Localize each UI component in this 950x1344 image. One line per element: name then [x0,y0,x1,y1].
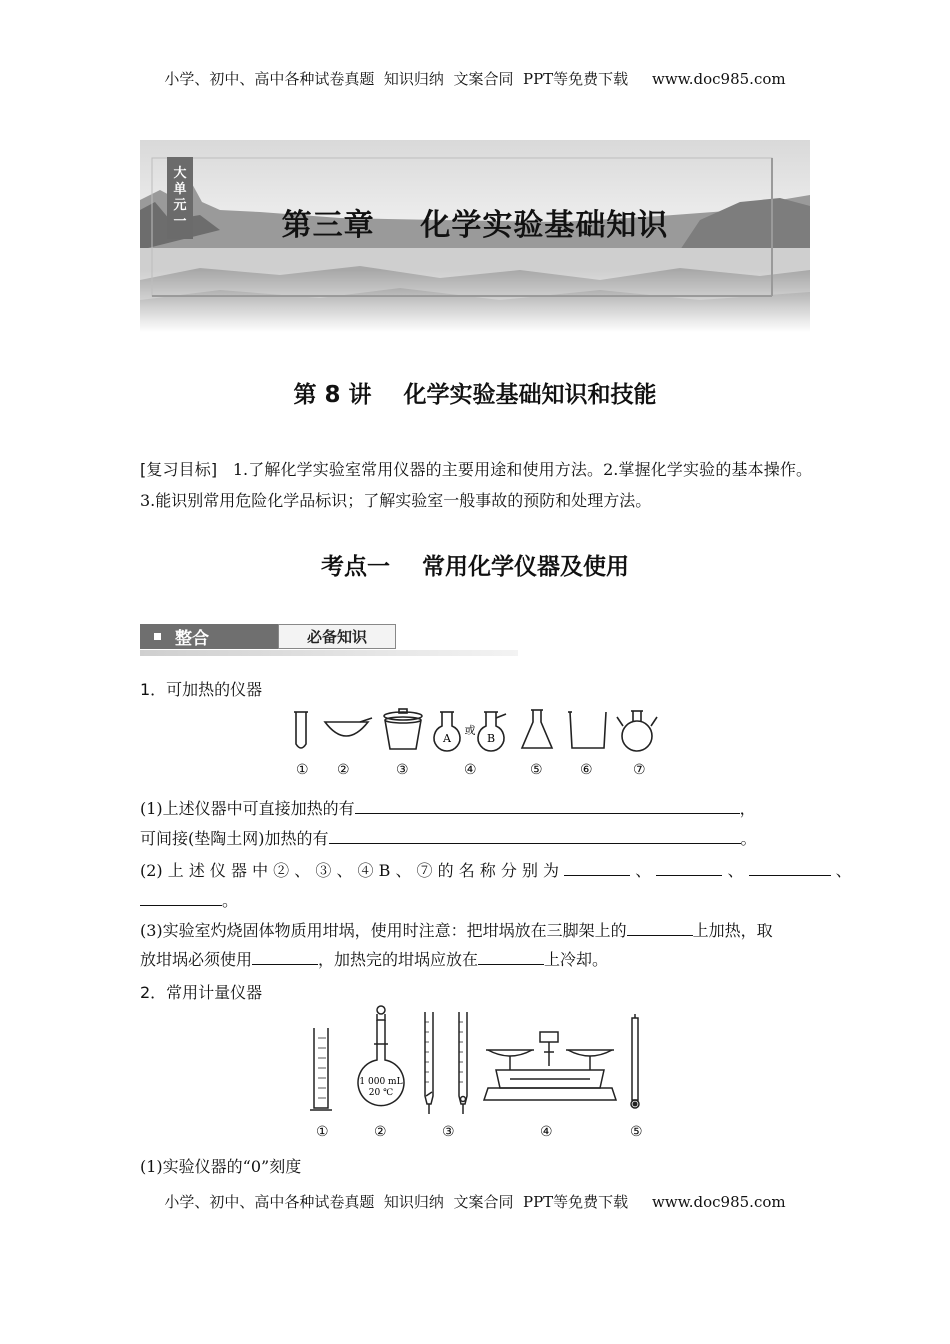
section-title: 考点一 常用化学仪器及使用 [320,554,630,580]
q2-text: (2) 上 述 仪 器 中 ② 、 ③ 、 ④ B 、 ⑦ 的 名 称 分 别 为 [140,861,560,880]
instrument-number: ⑤ [530,762,543,778]
instrument-number: ① [296,762,309,778]
part2-sub1: (1)实验仪器的“0”刻度 [140,1157,302,1176]
evaporating-dish-icon [325,718,372,736]
flask-temperature-label: 20 ℃ [368,1088,394,1098]
tag-bar-shadow [140,650,518,656]
answer-blank[interactable] [564,859,630,876]
question-3-line-2 [140,947,608,970]
part1-heading: 1．可加热的仪器 [140,680,263,699]
unit-tag-char: 元 [173,198,187,213]
unit-tag-char: 一 [173,214,187,229]
q1-text: 可间接(垫陶土网)加热的有 [140,829,329,848]
answer-blank[interactable] [478,948,544,965]
thermometer-bulb [633,1102,638,1107]
instrument-number: ③ [396,762,409,778]
review-goals-text: 1.了解化学实验室常用仪器的主要用途和使用方法。2.掌握化学实验的基本操作。3.能识别常用危险化学品标识；了解实验室一般事故的预防和处理方法。 [140,460,812,510]
review-goals-label: [复习目标] [140,460,218,479]
q3-text: 上加热，取 [692,921,773,940]
beaker-icon [568,712,606,748]
instrument-number: ⑤ [630,1124,643,1140]
instrument-number: ③ [442,1124,455,1140]
q2-sep: 、 [635,861,652,880]
instrument-number: ④ [540,1124,553,1140]
part2-heading: 2．常用计量仪器 [140,983,263,1002]
q2-sep: 、 [727,861,744,880]
q2-sep: 、 [835,861,852,880]
tag-integrate [140,624,278,649]
lecture-title: 第 8 讲 化学实验基础知识和技能 [293,382,657,408]
question-1-line-2 [140,826,757,849]
instrument-number: ④ [464,762,477,778]
burette-icon [459,1012,467,1114]
unit-tag-char: 大 [173,166,187,181]
answer-blank[interactable] [252,948,318,965]
tag-integrate-label: 整合 [175,629,209,649]
answer-blank[interactable] [355,797,740,814]
q3-text: 放坩埚必须使用 [140,950,253,969]
answer-blank[interactable] [627,919,693,936]
instrument-number: ② [374,1124,387,1140]
q2-punct: 。 [222,891,239,910]
flask-label-or: 或 [464,724,476,737]
instrument-number: ① [316,1124,329,1140]
graduated-cylinder-icon [310,1028,332,1110]
unit-tag-char: 单 [173,182,187,197]
heatable-instruments-figure [290,706,660,756]
flask-capacity-label: 1 000 mL [359,1077,403,1087]
question-3-line-1 [140,918,773,941]
instrument-number: ② [337,762,350,778]
thermometer-icon [631,1014,639,1108]
answer-blank[interactable] [656,859,722,876]
answer-blank[interactable] [329,827,741,844]
conical-flask-icon [522,710,552,748]
question-2-line-2 [140,888,238,911]
answer-blank[interactable] [749,859,831,876]
burette-icon [425,1012,433,1114]
q3-text: (3)实验室灼烧固体物质用坩埚，使用时注意：把坩埚放在三脚架上的 [140,921,627,940]
chapter-title: 第三章 化学实验基础知识 [281,208,669,243]
page-header: 小学、初中、高中各种试卷真题 知识归纳 文案合同 PPT等免费下载 www.doc985.com [164,70,786,88]
measuring-instruments-figure [300,1004,660,1118]
q3-text: 上冷却。 [544,950,609,969]
tag-knowledge: 必备知识 [278,624,396,649]
q1-punct: ， [739,799,756,818]
test-tube-icon [294,712,308,748]
q3-text: ，加热完的坩埚应放在 [318,950,479,969]
flask-label-b: B [486,732,496,745]
question-1-line-1 [140,796,756,819]
crucible-icon [384,709,422,749]
question-2-line-1 [140,858,852,881]
q1-text: (1)上述仪器中可直接加热的有 [140,799,355,818]
balance-icon [484,1032,616,1100]
review-goals [140,454,812,516]
answer-blank[interactable] [140,889,222,906]
instrument-number: ⑥ [580,762,593,778]
instrument-number: ⑦ [633,762,646,778]
square-icon [154,633,161,640]
flask-label-a: A [443,732,451,745]
three-neck-flask-icon [617,711,657,751]
page-footer: 小学、初中、高中各种试卷真题 知识归纳 文案合同 PPT等免费下载 www.doc985.com [164,1193,786,1211]
q1-punct: 。 [740,829,757,848]
